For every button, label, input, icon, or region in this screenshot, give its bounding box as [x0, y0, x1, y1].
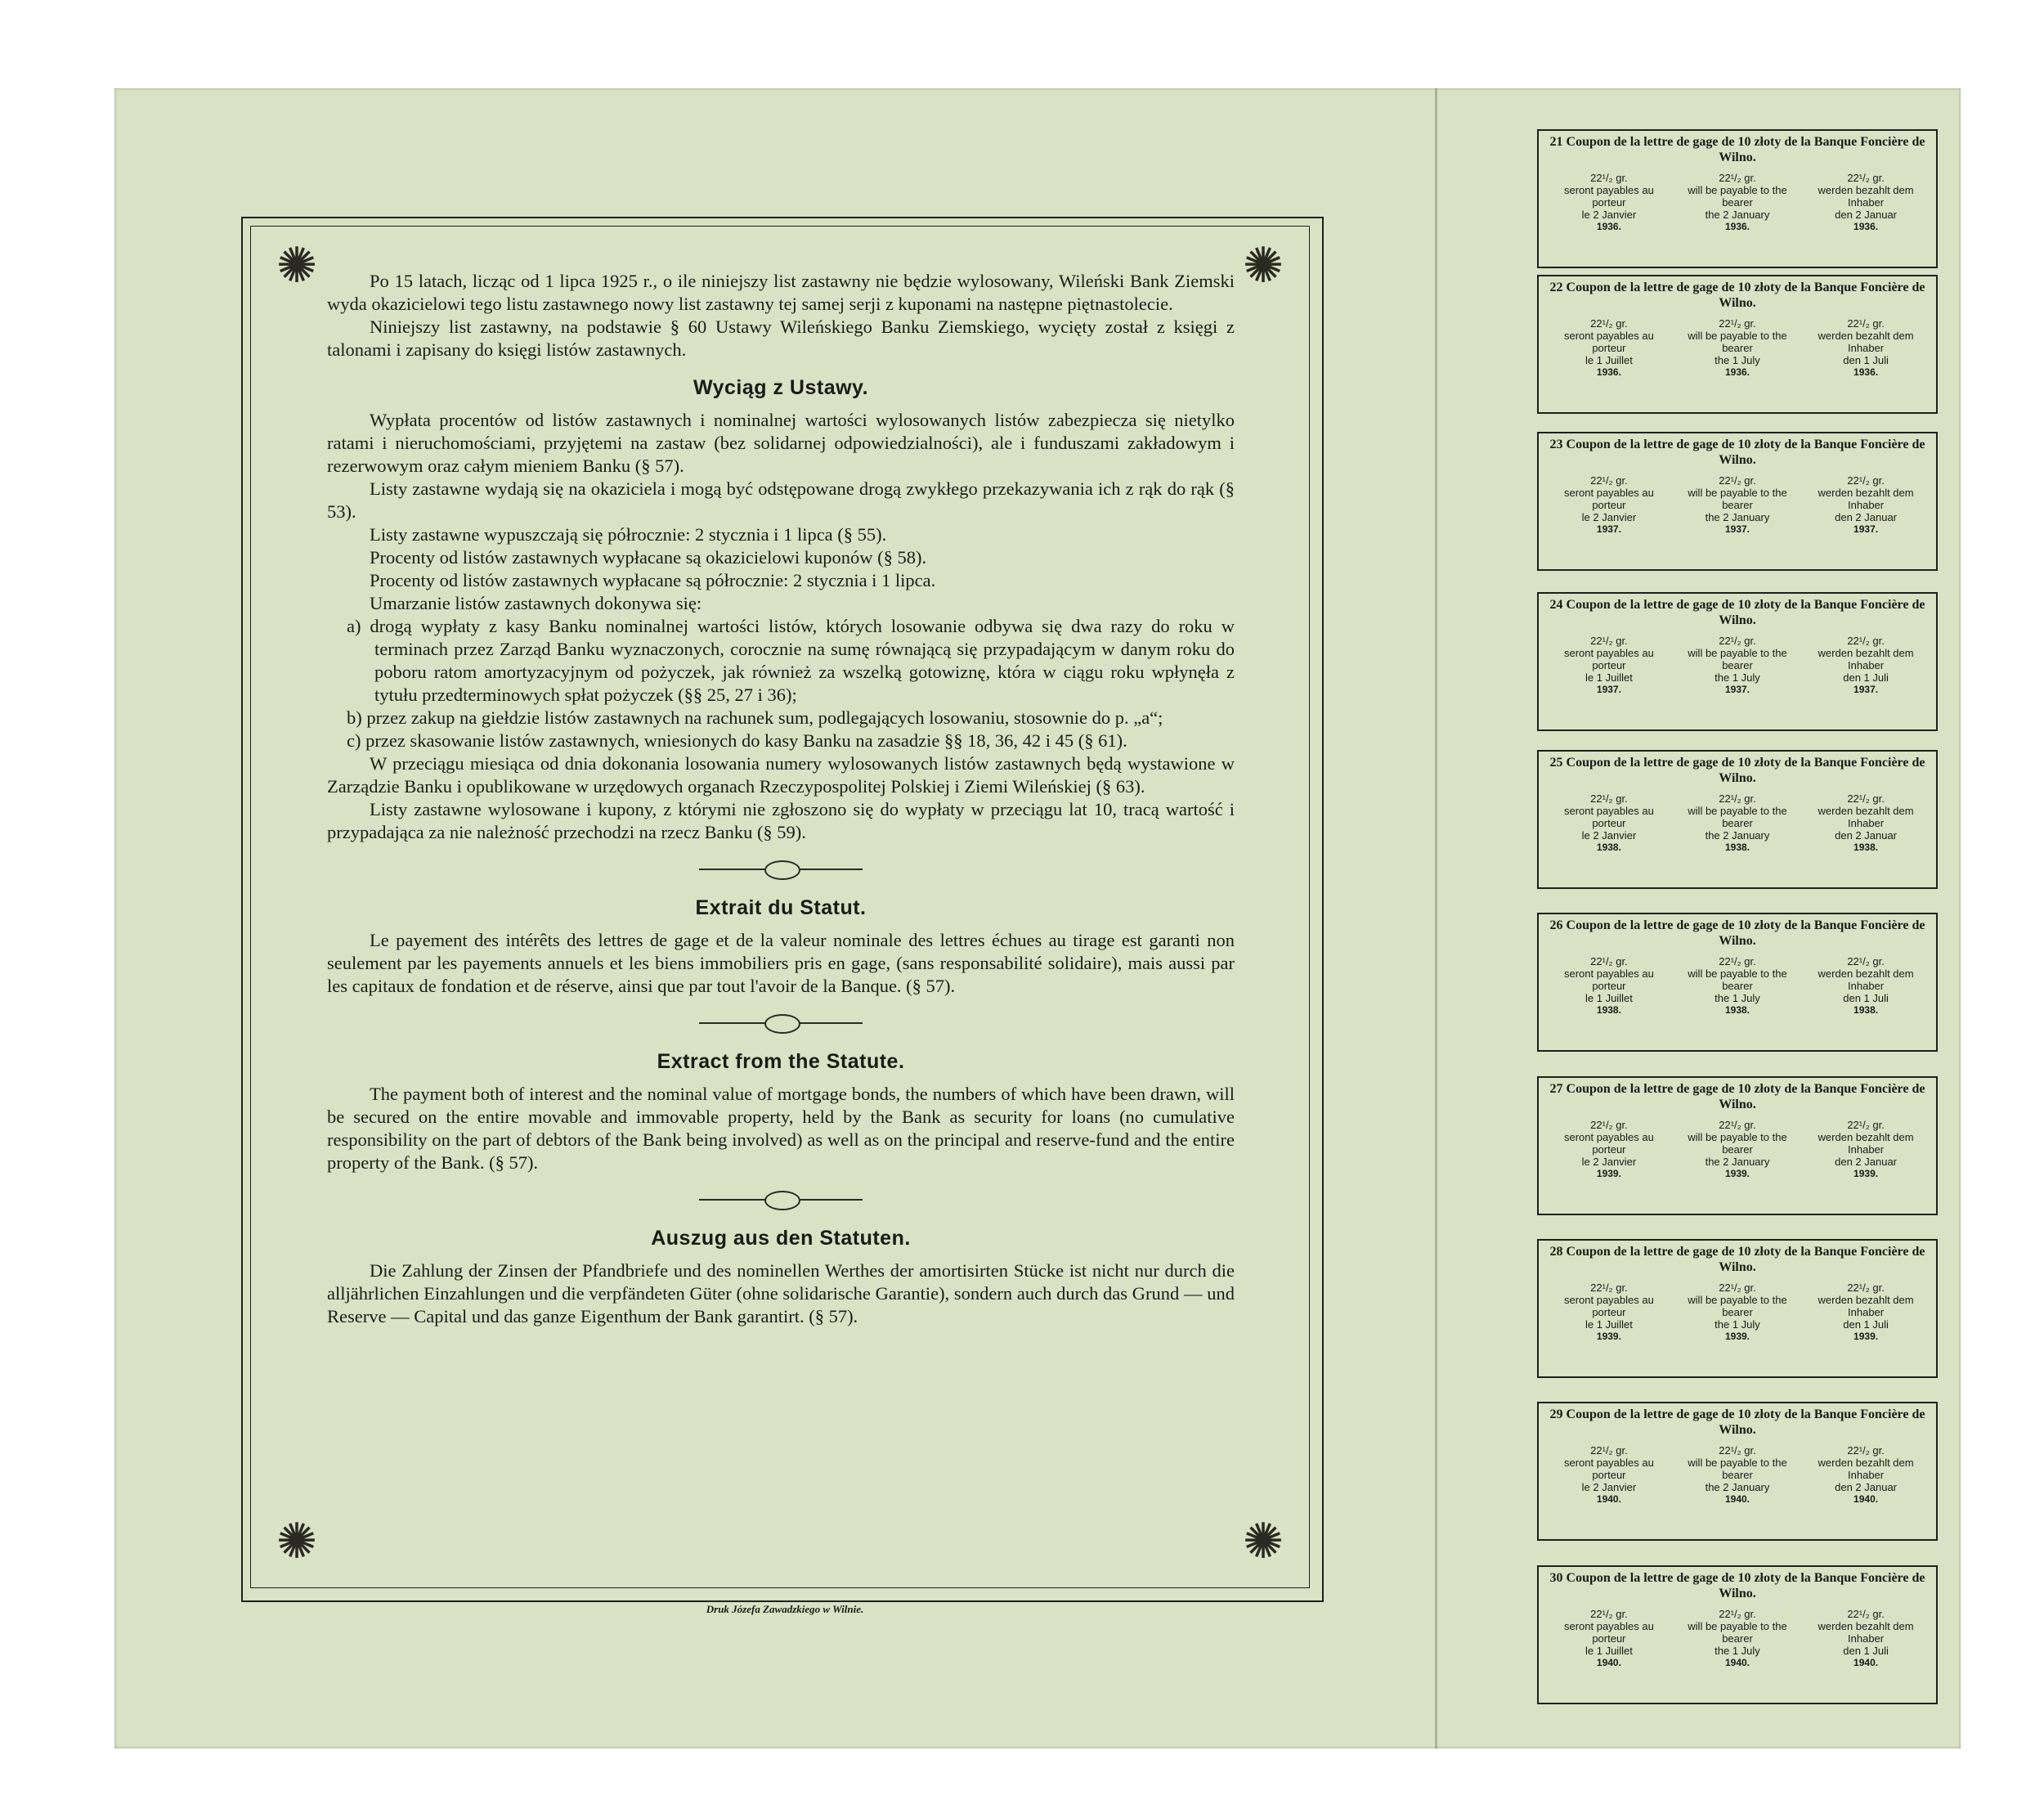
coupon-col-de — [1805, 474, 1926, 536]
coupon-payable: will be payable to the bearer — [1688, 487, 1787, 511]
coupon-col-de — [1805, 1608, 1926, 1669]
coupon-year: 1939. — [1853, 1168, 1879, 1179]
coupon-payable: werden bezahlt dem Inhaber — [1818, 330, 1914, 354]
list-item: c) przez skasowanie listów zastawnych, wniesionych do kasy Banku na zasadzie §§ 18, 36, 42 i 45 (§ 61). — [347, 730, 1127, 751]
coupon-date: den 1 Juli — [1843, 992, 1889, 1004]
coupon-amount: 22¹/₂ gr. — [1847, 317, 1885, 330]
coupon-date: le 2 Janvier — [1581, 1481, 1637, 1493]
coupon-date: the 1 July — [1715, 992, 1760, 1004]
scroll-divider-icon — [699, 1011, 863, 1035]
coupon-year: 1937. — [1724, 523, 1750, 535]
coupon-date: den 2 Januar — [1835, 1481, 1898, 1493]
coupon-date: den 2 Januar — [1835, 829, 1898, 842]
statute-de-text: Die Zahlung der Zinsen der Pfandbriefe und des nominellen Werthes der amortisirten Stücke ist nicht nur durch die alljährlichen Einzahlungen und die verpfändeten Güter (ohne solidarische Garantie), sondern auch durch das Grund — und Reserve — Capital und das ganze Eigenthum der Bank garantirt. (§ 57). — [327, 1260, 1235, 1326]
coupon-amount: 22¹/₂ gr. — [1847, 955, 1885, 967]
coupon-col-fr — [1549, 635, 1670, 696]
coupon-year: 1936. — [1724, 221, 1750, 232]
coupon — [1537, 129, 1938, 268]
coupon — [1537, 592, 1938, 731]
coupon-amount: 22¹/₂ gr. — [1590, 172, 1628, 184]
coupon-col-en — [1677, 1444, 1798, 1506]
coupon-col-de — [1805, 1444, 1926, 1506]
coupon-amount: 22¹/₂ gr. — [1719, 474, 1756, 487]
coupon-amount: 22¹/₂ gr. — [1719, 792, 1756, 805]
statute-paragraph: W przeciągu miesiąca od dnia dokonania losowania numery wylosowanych listów zastawnych będą wystawione w Zarządzie Banku i opublikowane w urzędowych organach Rzeczypospolitej Polskiej i Ziemi Wileńskiej (§ 63). — [327, 753, 1235, 797]
coupon-year: 1937. — [1724, 684, 1750, 695]
coupon-col-de — [1805, 1119, 1926, 1180]
coupon-date: the 2 January — [1705, 209, 1770, 221]
coupon-date: the 2 January — [1705, 511, 1770, 523]
coupon-year: 1940. — [1853, 1657, 1879, 1668]
coupon-title: 23 Coupon de la lettre de gage de 10 złoty de la Banque Foncière de Wilno. — [1549, 438, 1925, 467]
heading-de: Auszug aus den Statuten. — [651, 1227, 911, 1250]
coupon-date: the 1 July — [1715, 671, 1760, 684]
coupon-col-fr — [1549, 1444, 1670, 1506]
heading-fr: Extrait du Statut. — [695, 896, 867, 919]
coupon-col-en — [1677, 792, 1798, 854]
coupon-payable: will be payable to the bearer — [1688, 330, 1787, 354]
coupon-col-en — [1677, 1282, 1798, 1343]
coupon-date: den 2 Januar — [1835, 1156, 1898, 1168]
statute-fr-text: Le payement des intérêts des lettres de gage et de la valeur nominale des lettres échues au tirage est garanti non seulement par les payements annuels et les biens immobiliers pris en gage, (sans responsabilité solidaire), mais aussi par les capitaux de fondation et de réserve, ainsi que par tout l'avoir de la Banque. (§ 57). — [327, 930, 1235, 996]
coupon-col-de — [1805, 317, 1926, 379]
coupon-amount: 22¹/₂ gr. — [1719, 1608, 1756, 1620]
coupon-date: den 2 Januar — [1835, 209, 1898, 221]
coupon-title: 30 Coupon de la lettre de gage de 10 złoty de la Banque Foncière de Wilno. — [1549, 1571, 1925, 1600]
coupon-amount: 22¹/₂ gr. — [1847, 1282, 1885, 1294]
coupon-payable: will be payable to the bearer — [1688, 1620, 1787, 1645]
printer-imprint: Druk Józefa Zawadzkiego w Wilnie. — [706, 1603, 864, 1615]
coupon-payable: will be payable to the bearer — [1688, 1457, 1787, 1481]
coupon-col-en — [1677, 317, 1798, 379]
coupon-amount: 22¹/₂ gr. — [1719, 172, 1756, 184]
coupon-amount: 22¹/₂ gr. — [1590, 1282, 1628, 1294]
coupon-col-de — [1805, 172, 1926, 233]
coupon-date: le 2 Janvier — [1581, 209, 1637, 221]
coupon-col-fr — [1549, 1282, 1670, 1343]
coupon-year: 1937. — [1596, 684, 1621, 695]
coupon-payable: werden bezahlt dem Inhaber — [1818, 487, 1914, 511]
coupon-payable: seront payables au porteur — [1563, 330, 1654, 354]
coupon-year: 1939. — [1724, 1168, 1750, 1179]
coupon-date: le 2 Janvier — [1581, 1156, 1637, 1168]
coupon-amount: 22¹/₂ gr. — [1590, 474, 1628, 487]
statute-paragraph: Procenty od listów zastawnych wypłacane są okazicielowi kuponów (§ 58). — [370, 547, 927, 568]
coupon-amount: 22¹/₂ gr. — [1719, 1119, 1756, 1131]
coupon-year: 1939. — [1724, 1331, 1750, 1342]
coupon-date: the 1 July — [1715, 1645, 1760, 1657]
statute-paragraph: Listy zastawne wypuszczają się półrocznie: 2 stycznia i 1 lipca (§ 55). — [370, 524, 887, 545]
coupon-date: the 1 July — [1715, 354, 1760, 366]
coupon-date: le 1 Juillet — [1585, 354, 1633, 366]
coupon-col-de — [1805, 1282, 1926, 1343]
coupon-title: 29 Coupon de la lettre de gage de 10 złoty de la Banque Foncière de Wilno. — [1549, 1407, 1925, 1437]
coupon-date: den 2 Januar — [1835, 511, 1898, 523]
coupon — [1537, 1402, 1938, 1541]
coupon-year: 1937. — [1853, 523, 1879, 535]
coupon-date: le 1 Juillet — [1585, 1318, 1633, 1331]
coupon-payable: seront payables au porteur — [1563, 1131, 1654, 1156]
coupon-col-de — [1805, 635, 1926, 696]
coupon-payable: will be payable to the bearer — [1688, 184, 1787, 209]
coupon-col-de — [1805, 792, 1926, 854]
coupon-amount: 22¹/₂ gr. — [1719, 317, 1756, 330]
coupon-payable: will be payable to the bearer — [1688, 805, 1787, 829]
coupon-date: the 2 January — [1705, 829, 1770, 842]
coupon-payable: werden bezahlt dem Inhaber — [1818, 967, 1914, 992]
coupon-amount: 22¹/₂ gr. — [1719, 635, 1756, 647]
coupon-date: den 1 Juli — [1843, 1645, 1889, 1657]
coupon — [1537, 275, 1938, 414]
coupon-col-en — [1677, 1608, 1798, 1669]
coupon-title: 26 Coupon de la lettre de gage de 10 złoty de la Banque Foncière de Wilno. — [1549, 918, 1925, 948]
coupon-col-fr — [1549, 1119, 1670, 1180]
coupon-col-de — [1805, 955, 1926, 1017]
coupon-col-fr — [1549, 955, 1670, 1017]
coupon-year: 1940. — [1853, 1493, 1879, 1505]
coupon-payable: seront payables au porteur — [1563, 1457, 1654, 1481]
coupon-amount: 22¹/₂ gr. — [1590, 1444, 1628, 1457]
coupon-payable: seront payables au porteur — [1563, 487, 1654, 511]
coupon-payable: seront payables au porteur — [1563, 1294, 1654, 1318]
coupon-date: den 1 Juli — [1843, 1318, 1889, 1331]
coupon — [1537, 432, 1938, 571]
coupon-payable: will be payable to the bearer — [1688, 1294, 1787, 1318]
coupon-year: 1938. — [1853, 1004, 1879, 1016]
coupon-payable: werden bezahlt dem Inhaber — [1818, 647, 1914, 671]
coupon-amount: 22¹/₂ gr. — [1847, 1444, 1885, 1457]
coupon-year: 1940. — [1724, 1493, 1750, 1505]
coupon-payable: seront payables au porteur — [1563, 967, 1654, 992]
fold-line — [1435, 88, 1437, 1748]
coupon-date: le 1 Juillet — [1585, 1645, 1633, 1657]
coupon-year: 1936. — [1853, 366, 1879, 378]
coupon-title: 21 Coupon de la lettre de gage de 10 złoty de la Banque Foncière de Wilno. — [1549, 135, 1925, 164]
coupon-title: 24 Coupon de la lettre de gage de 10 złoty de la Banque Foncière de Wilno. — [1549, 598, 1925, 627]
list-item: b) przez zakup na giełdzie listów zastawnych na rachunek sum, podlegających losowaniu, stosownie do p. „a“; — [347, 707, 1163, 728]
coupon-year: 1940. — [1596, 1493, 1621, 1505]
coupon-col-fr — [1549, 474, 1670, 536]
coupon-year: 1940. — [1724, 1657, 1750, 1668]
coupon-col-fr — [1549, 1608, 1670, 1669]
coupon-amount: 22¹/₂ gr. — [1590, 792, 1628, 805]
coupon-payable: werden bezahlt dem Inhaber — [1818, 1294, 1914, 1318]
coupon-amount: 22¹/₂ gr. — [1719, 1444, 1756, 1457]
coupon-title: 27 Coupon de la lettre de gage de 10 złoty de la Banque Foncière de Wilno. — [1549, 1082, 1925, 1111]
list-item: a) drogą wypłaty z kasy Banku nominalnej wartości listów, których losowanie odbywa się dwa razy do roku w terminach przez Zarząd Banku wyznaczonych, corocznie na sumę równającą się przypadającym w danym roku do poboru ratom amortyzacyjnym od pożyczek, jak również za wszelką gotowiznę, która w ciągu roku wpłynęła z tytułu przedterminowych spłat pożyczek (§§ 25, 27 i 36); — [347, 616, 1235, 705]
coupon-amount: 22¹/₂ gr. — [1847, 792, 1885, 805]
intro-paragraph: Niniejszy list zastawny, na podstawie § 60 Ustawy Wileńskiego Banku Ziemskiego, wycięty został z księgi z talonami i zapisany do księgi listów zastawnych. — [327, 316, 1235, 360]
coupon — [1537, 1076, 1938, 1215]
coupon-date: the 2 January — [1705, 1481, 1770, 1493]
coupon-col-en — [1677, 955, 1798, 1017]
coupon-year: 1940. — [1596, 1657, 1621, 1668]
coupon-col-fr — [1549, 317, 1670, 379]
coupon-col-en — [1677, 635, 1798, 696]
coupon-year: 1936. — [1596, 366, 1621, 378]
coupon-amount: 22¹/₂ gr. — [1847, 172, 1885, 184]
coupon-payable: werden bezahlt dem Inhaber — [1818, 184, 1914, 209]
coupon-payable: werden bezahlt dem Inhaber — [1818, 1457, 1914, 1481]
coupon-amount: 22¹/₂ gr. — [1847, 1119, 1885, 1131]
coupon-title: 22 Coupon de la lettre de gage de 10 złoty de la Banque Foncière de Wilno. — [1549, 281, 1925, 310]
coupon-col-en — [1677, 172, 1798, 233]
coupon-amount: 22¹/₂ gr. — [1847, 635, 1885, 647]
ornament-icon: ✺ — [1242, 1515, 1284, 1569]
coupon-amount: 22¹/₂ gr. — [1719, 955, 1756, 967]
coupon-date: le 2 Janvier — [1581, 511, 1637, 523]
coupon-year: 1936. — [1724, 366, 1750, 378]
coupon-amount: 22¹/₂ gr. — [1590, 1608, 1628, 1620]
statute-text — [327, 270, 1235, 1328]
coupon — [1537, 913, 1938, 1052]
coupon-year: 1937. — [1596, 523, 1621, 535]
coupon-col-en — [1677, 474, 1798, 536]
coupon-year: 1937. — [1853, 684, 1879, 695]
heading-pl: Wyciąg z Ustawy. — [693, 376, 869, 399]
coupon-year: 1938. — [1596, 842, 1621, 853]
scroll-divider-icon — [699, 1187, 863, 1212]
coupon-date: den 1 Juli — [1843, 671, 1889, 684]
coupon-amount: 22¹/₂ gr. — [1719, 1282, 1756, 1294]
coupon-date: the 2 January — [1705, 1156, 1770, 1168]
coupon — [1537, 1239, 1938, 1378]
coupon-col-en — [1677, 1119, 1798, 1180]
coupon-amount: 22¹/₂ gr. — [1847, 1608, 1885, 1620]
coupon-date: le 2 Janvier — [1581, 829, 1637, 842]
coupon-amount: 22¹/₂ gr. — [1590, 1119, 1628, 1131]
statute-paragraph: Listy zastawne wylosowane i kupony, z którymi nie zgłoszono się do wypłaty w przeciągu lat 10, tracą wartość i przypadająca za nie należność przechodzi na rzecz Banku (§ 59). — [327, 799, 1235, 842]
coupon-payable: werden bezahlt dem Inhaber — [1818, 1620, 1914, 1645]
coupon-payable: seront payables au porteur — [1563, 1620, 1654, 1645]
coupon-payable: will be payable to the bearer — [1688, 967, 1787, 992]
coupon-year: 1938. — [1596, 1004, 1621, 1016]
coupon-date: den 1 Juli — [1843, 354, 1889, 366]
coupon-amount: 22¹/₂ gr. — [1847, 474, 1885, 487]
coupon-amount: 22¹/₂ gr. — [1590, 317, 1628, 330]
ornament-icon: ✺ — [276, 1515, 318, 1569]
coupon-year: 1938. — [1724, 842, 1750, 853]
coupon — [1537, 1565, 1938, 1704]
coupon-amount: 22¹/₂ gr. — [1590, 635, 1628, 647]
coupon-payable: will be payable to the bearer — [1688, 647, 1787, 671]
coupon-col-fr — [1549, 172, 1670, 233]
coupon-payable: seront payables au porteur — [1563, 184, 1654, 209]
coupon-date: le 1 Juillet — [1585, 992, 1633, 1004]
intro-paragraph: Po 15 latach, licząc od 1 lipca 1925 r., o ile niniejszy list zastawny nie będzie wylosowany, Wileński Bank Ziemski wyda okazicielowi tego listu zastawnego nowy list zastawny tej samej serji z kuponami na następne piętnastolecie. — [327, 271, 1235, 314]
coupon-date: le 1 Juillet — [1585, 671, 1633, 684]
ornament-icon: ✺ — [276, 239, 318, 293]
statute-en-text: The payment both of interest and the nominal value of mortgage bonds, the numbers of which have been drawn, will be secured on the entire movable and immovable property, held by the Bank as security for loans (no cumulative responsibility on the part of debtors of the Bank being involved) as well as on the principal and reserve-fund and the entire property of the Bank. (§ 57). — [327, 1084, 1235, 1173]
statute-paragraph: Listy zastawne wydają się na okaziciela i mogą być odstępowane drogą zwykłego przekazywania ich z rąk do rąk (§ 53). — [327, 478, 1235, 522]
ornament-icon: ✺ — [1242, 239, 1284, 293]
coupon-title: 25 Coupon de la lettre de gage de 10 złoty de la Banque Foncière de Wilno. — [1549, 756, 1925, 785]
coupon-payable: werden bezahlt dem Inhaber — [1818, 1131, 1914, 1156]
coupon-year: 1936. — [1596, 221, 1621, 232]
coupon-payable: seront payables au porteur — [1563, 805, 1654, 829]
coupon-col-fr — [1549, 792, 1670, 854]
coupon-payable: seront payables au porteur — [1563, 647, 1654, 671]
coupon-payable: werden bezahlt dem Inhaber — [1818, 805, 1914, 829]
scroll-divider-icon — [699, 857, 863, 882]
coupon-date: the 1 July — [1715, 1318, 1760, 1331]
statute-paragraph: Wypłata procentów od listów zastawnych i nominalnej wartości wylosowanych listów zabezpiecza się nietylko ratami i nieruchomościami, przyjętemi na zastaw (bez solidarnej odpowiedzialności), ale i funduszami zakładowym i rezerwowym oraz całym mieniem Banku (§ 57). — [327, 410, 1235, 476]
heading-en: Extract from the Statute. — [657, 1050, 905, 1073]
coupon-year: 1936. — [1853, 221, 1879, 232]
coupon-year: 1939. — [1596, 1168, 1621, 1179]
coupon-amount: 22¹/₂ gr. — [1590, 955, 1628, 967]
coupon — [1537, 750, 1938, 889]
coupon-year: 1938. — [1724, 1004, 1750, 1016]
coupon-title: 28 Coupon de la lettre de gage de 10 złoty de la Banque Foncière de Wilno. — [1549, 1245, 1925, 1274]
coupon-year: 1938. — [1853, 842, 1879, 853]
coupon-year: 1939. — [1596, 1331, 1621, 1342]
statute-paragraph: Umarzanie listów zastawnych dokonywa się: — [370, 593, 702, 613]
coupon-payable: will be payable to the bearer — [1688, 1131, 1787, 1156]
coupon-year: 1939. — [1853, 1331, 1879, 1342]
statute-paragraph: Procenty od listów zastawnych wypłacane są półrocznie: 2 stycznia i 1 lipca. — [370, 570, 936, 590]
